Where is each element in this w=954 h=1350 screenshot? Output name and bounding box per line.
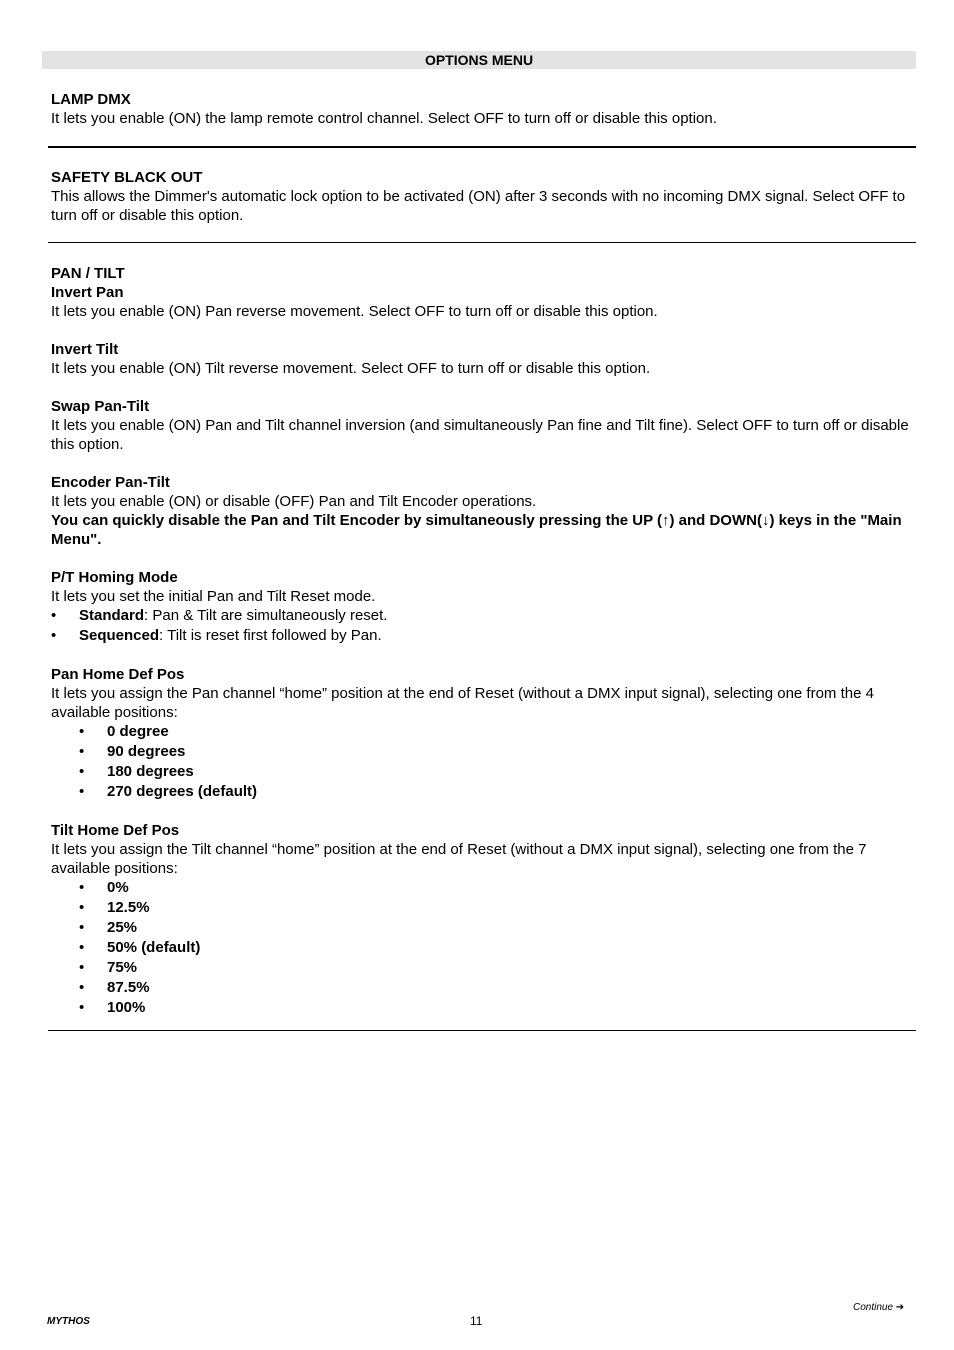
list-item: • 180 degrees [51,762,916,782]
divider [48,146,916,148]
lamp-dmx-text: It lets you enable (ON) the lamp remote control channel. Select OFF to turn off or disable this option. [51,110,717,127]
swap-pan-tilt-text: It lets you enable (ON) Pan and Tilt channel inversion (and simultaneously Pan fine and Tilt fine). Select OFF to turn off or disable this option. [51,417,909,453]
divider [48,242,916,243]
list-item: • 50% (default) [51,938,916,958]
page-number: 11 [470,1314,483,1328]
list-item: • 12.5% [51,898,916,918]
invert-pan-text: It lets you enable (ON) Pan reverse movement. Select OFF to turn off or disable this option. [51,303,658,320]
pan-tilt-section [51,264,916,1018]
list-item: • 270 degrees (default) [51,782,916,802]
safety-black-out-title: SAFETY BLACK OUT [51,169,203,186]
pan-tilt-title: PAN / TILT [51,265,125,282]
list-item: • 0% [51,878,916,898]
lamp-dmx-section [51,90,916,128]
section-header: OPTIONS MENU [42,51,916,69]
safety-black-out-section [51,168,916,225]
list-item: • 25% [51,918,916,938]
list-item-desc: : Tilt is reset first followed by Pan. [159,627,382,644]
list-item: • 90 degrees [51,742,916,762]
swap-pan-tilt-title: Swap Pan-Tilt [51,398,150,415]
encoder-pan-tilt-text: It lets you enable (ON) or disable (OFF) Pan and Tilt Encoder operations. [51,493,537,510]
encoder-pan-tilt-note: You can quickly disable the Pan and Tilt Encoder by simultaneously pressing the UP (↑) and DOWN(↓) keys in the "Main Menu". [51,512,902,548]
homing-mode-text: It lets you set the initial Pan and Tilt Reset mode. [51,588,376,605]
encoder-pan-tilt-title: Encoder Pan-Tilt [51,474,170,491]
list-item: • 87.5% [51,978,916,998]
homing-mode-list [51,606,916,646]
list-item-term: Sequenced [79,627,160,644]
pan-home-title: Pan Home Def Pos [51,666,185,683]
continue-label: Continue ➔ [853,1302,905,1313]
brand-label: MYTHOS [47,1316,90,1327]
list-item-desc: : Pan & Tilt are simultaneously reset. [144,607,388,624]
lamp-dmx-title: LAMP DMX [51,91,131,108]
safety-black-out-text: This allows the Dimmer's automatic lock option to be activated (ON) after 3 seconds with no incoming DMX signal. Select OFF to turn off or disable this option. [51,188,906,224]
homing-mode-title: P/T Homing Mode [51,569,178,586]
tilt-home-title: Tilt Home Def Pos [51,822,180,839]
invert-tilt-title: Invert Tilt [51,341,119,358]
tilt-home-text: It lets you assign the Tilt channel “home” position at the end of Reset (without a DMX input signal), selecting one from the 7 available positions: [51,841,867,877]
list-item: • 0 degree [51,722,916,742]
tilt-home-options [51,878,916,1018]
invert-tilt-text: It lets you enable (ON) Tilt reverse movement. Select OFF to turn off or disable this option. [51,360,651,377]
list-item: • 100% [51,998,916,1018]
pan-home-text: It lets you assign the Pan channel “home” position at the end of Reset (without a DMX input signal), selecting one from the 4 available positions: [51,685,874,721]
list-item [51,606,916,626]
pan-home-options [51,722,916,802]
divider [48,1030,916,1031]
list-item: • 75% [51,958,916,978]
invert-pan-title: Invert Pan [51,284,124,301]
list-item-term: Standard [79,607,145,624]
list-item [51,626,916,646]
